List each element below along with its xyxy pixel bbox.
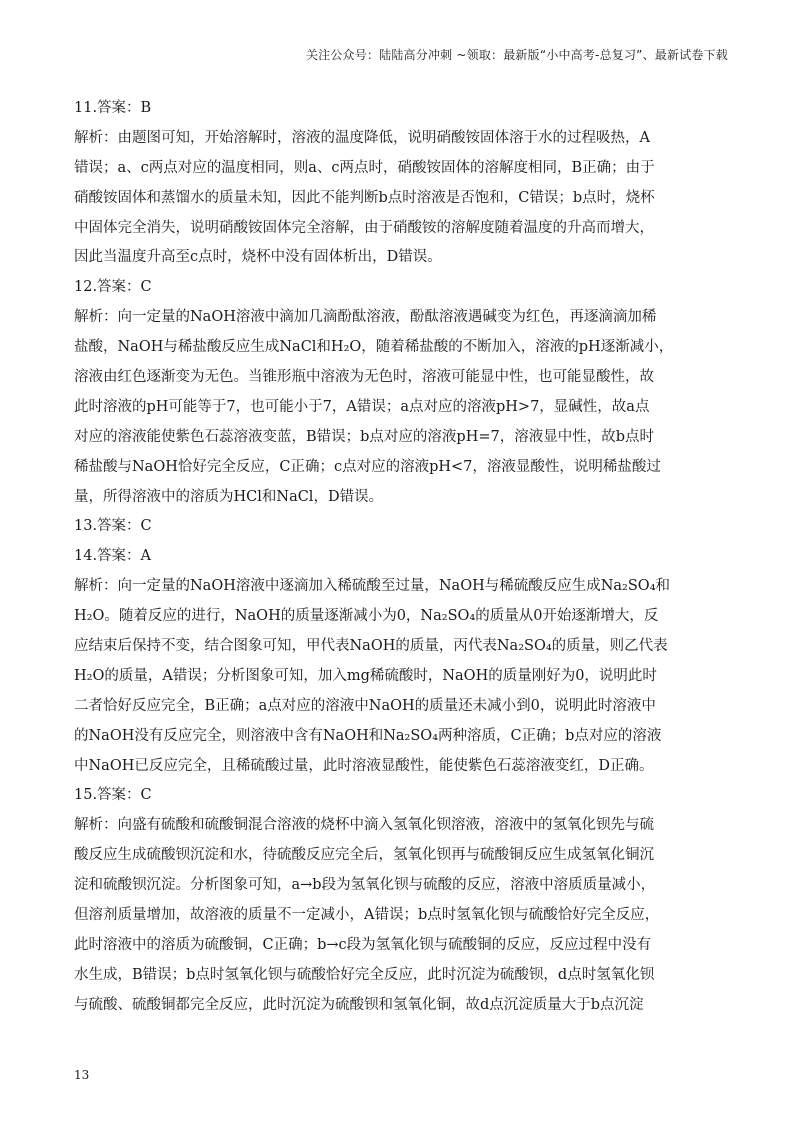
text-line: 量，所得溶液中的溶质为HCl和NaCl，D错误。	[74, 488, 384, 505]
text-line: 溶液由红色逐渐变为无色。当锥形瓶中溶液为无色时，溶液可能显中性，也可能显酸性，故	[74, 369, 654, 386]
text-line: 硝酸铵固体和蒸馏水的质量未知，因此不能判断b点时溶液是否饱和，C错误；b点时，烧杯	[74, 189, 655, 206]
text-line: 酸反应生成硫酸钡沉淀和水，待硫酸反应完全后，氢氧化钡再与硫酸铜反应生成氢氧化铜沉	[74, 847, 654, 864]
answer-content	[74, 94, 728, 1021]
text-line: 13.答案：C	[74, 518, 152, 535]
text-line: 解析：向一定量的NaOH溶液中逐滴加入稀硫酸至过量，NaOH与稀硫酸反应生成Na₂SO₄和	[74, 578, 671, 595]
text-line: 此时溶液的pH可能等于7，也可能小于7，A错误；a点对应的溶液pH>7，显碱性，故a点	[74, 398, 650, 415]
text-line: 但溶剂质量增加，故溶液的质量不一定减小，A错误；b点时氢氧化钡与硫酸恰好完全反应，	[74, 907, 660, 924]
text-line: 解析：由题图可知，开始溶解时，溶液的温度降低，说明硝酸铵固体溶于水的过程吸热，A	[74, 129, 650, 146]
text-line: 中NaOH已反应完全，且稀硫酸过量，此时溶液显酸性，能使紫色石蕊溶液变红，D正确。	[74, 757, 654, 774]
text-line: 二者恰好反应完全，B正确；a点对应的溶液中NaOH的质量还未减小到0，说明此时溶液中	[74, 697, 656, 714]
text-line: 对应的溶液能使紫色石蕊溶液变蓝，B错误；b点对应的溶液pH=7，溶液显中性，故b点时	[74, 428, 655, 445]
text-line: 解析：向盛有硫酸和硫酸铜混合溶液的烧杯中滴入氢氧化钡溶液，溶液中的氢氧化钡先与硫	[74, 817, 654, 834]
text-line: 应结束后保持不变，结合图象可知，甲代表NaOH的质量，丙代表Na₂SO₄的质量，则乙代表	[74, 638, 668, 655]
text-line: 此时溶液中的溶质为硫酸铜，C正确；b→c段为氢氧化钡与硫酸铜的反应，反应过程中没有	[74, 936, 652, 953]
text-line: 14.答案：A	[74, 548, 152, 565]
text-line: H₂O。随着反应的进行，NaOH的质量逐渐减小为0，Na₂SO₄的质量从0开始逐渐增大，反	[74, 608, 659, 625]
text-line: 错误；a、c两点对应的温度相同，则a、c两点时，硝酸铵固体的溶解度相同，B正确；由于	[74, 159, 655, 176]
text-line: 15.答案：C	[74, 787, 152, 804]
text-line: 因此当温度升高至c点时，烧杯中没有固体析出，D错误。	[74, 249, 442, 266]
text-line: 淀和硫酸钡沉淀。分析图象可知，a→b段为氢氧化钡与硫酸的反应，溶液中溶质质量减小，	[74, 877, 656, 894]
page-number: 13	[74, 1068, 90, 1082]
text-line: 水生成，B错误；b点时氢氧化钡与硫酸恰好完全反应，此时沉淀为硫酸钡，d点时氢氧化钡	[74, 966, 655, 983]
text-line: 盐酸，NaOH与稀盐酸反应生成NaCl和H₂O，随着稀盐酸的不断加入，溶液的pH逐渐减小，	[74, 339, 674, 356]
text-line: 解析：向一定量的NaOH溶液中滴加几滴酚酞溶液，酚酞溶液遇碱变为红色，再逐滴滴加稀	[74, 309, 657, 326]
text-line: 与硫酸、硫酸铜都完全反应，此时沉淀为硫酸钡和氢氧化铜，故d点沉淀质量大于b点沉淀	[74, 996, 644, 1013]
text-line: 12.答案：C	[74, 279, 152, 296]
text-line: 稀盐酸与NaOH恰好完全反应，C正确；c点对应的溶液pH<7，溶液显酸性，说明稀盐酸过	[74, 458, 661, 475]
page-header: 关注公众号：陆陆高分冲刺 ~领取：最新版“小中高考-总复习”、最新试卷下载	[305, 48, 728, 62]
text-line: H₂O的质量，A错误；分析图象可知，加入mg稀硫酸时，NaOH的质量刚好为0，说明此时	[74, 667, 657, 684]
text-line: 中固体完全消失，说明硝酸铵固体完全溶解，由于硝酸铵的溶解度随着温度的升高而增大，	[74, 219, 654, 236]
text-line: 的NaOH没有反应完全，则溶液中含有NaOH和Na₂SO₄两种溶质，C正确；b点对应的溶液	[74, 727, 662, 744]
text-line: 11.答案：B	[74, 100, 152, 116]
